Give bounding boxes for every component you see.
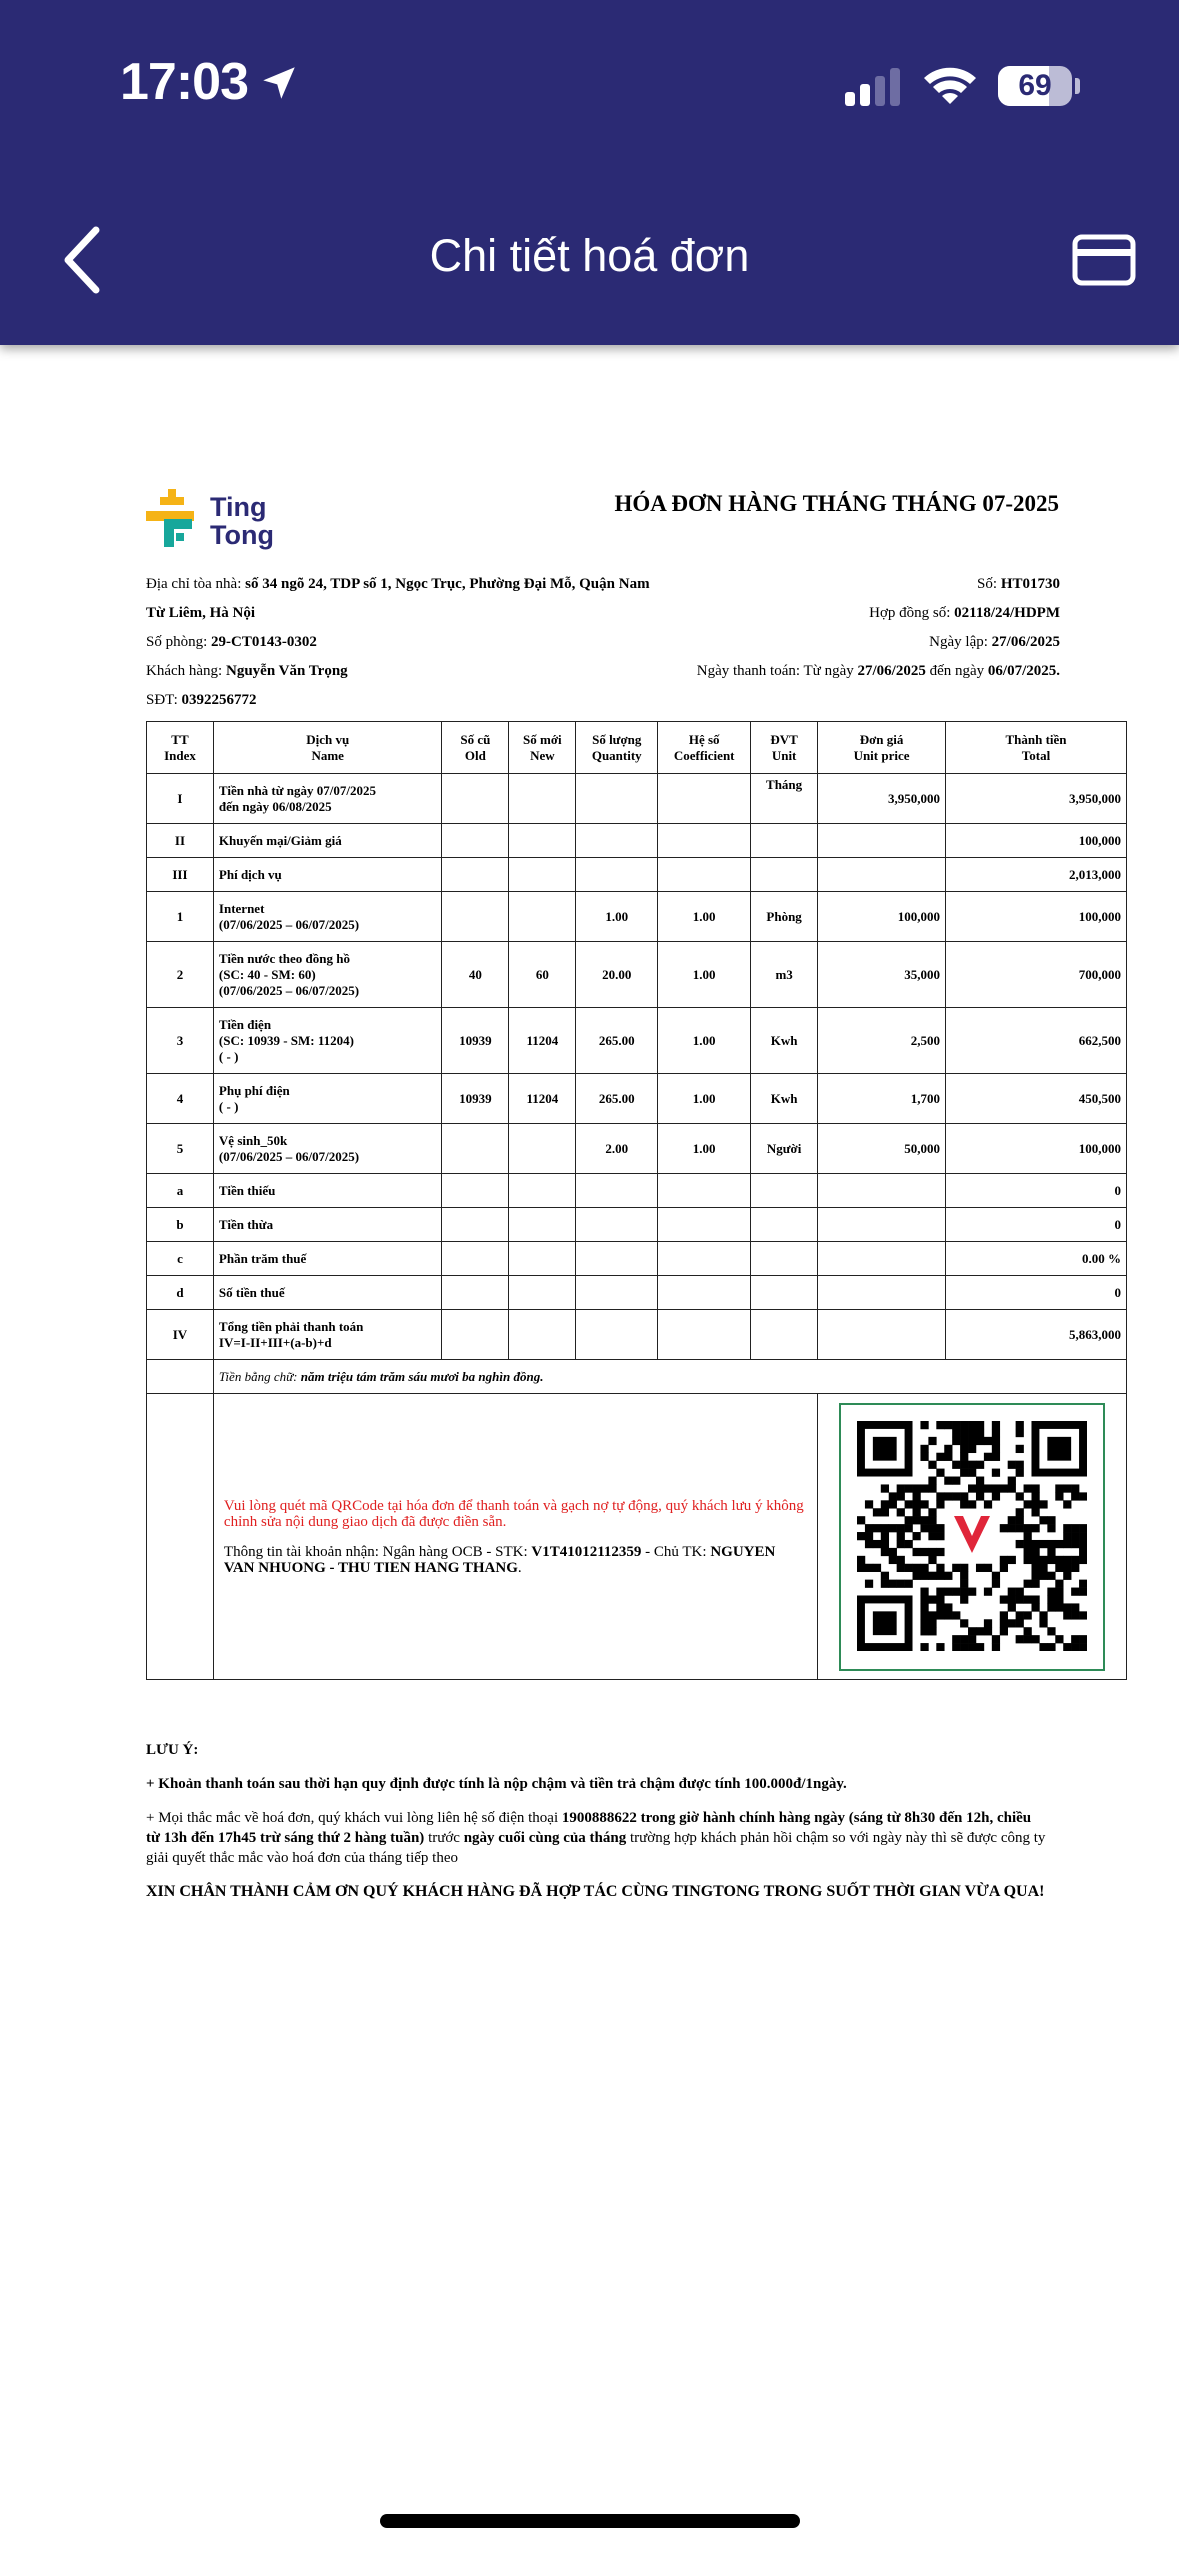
cell-new xyxy=(509,858,576,892)
qr-instruction: Vui lòng quét mã QRCode tại hóa đơn để thanh toán và gạch nợ tự động, quý khách lưu ý không chỉnh sửa nội dung giao dịch đã được điền sẵn. xyxy=(223,1497,804,1530)
service-name-line: Khuyến mại/Giảm giá xyxy=(218,832,342,848)
account-number: V1T41012112359 xyxy=(531,1543,642,1560)
cell-index: 5 xyxy=(147,1124,214,1174)
bank-account-info: Thông tin tài khoản nhận: Ngân hàng OCB - STK: V1T41012112359 - Chủ TK: NGUYEN VAN NHUONG - THU TIEN HANG THANG. xyxy=(223,1543,776,1576)
cell-old xyxy=(442,1310,509,1360)
column-header-line: Name xyxy=(311,747,344,763)
table-row xyxy=(147,1124,1127,1174)
thanks-note: XIN CHÂN THÀNH CẢM ƠN QUÝ KHÁCH HÀNG ĐÃ HỢP TÁC CÙNG TINGTONG TRONG SUỐT THỜI GIAN VỪA QUA! xyxy=(146,1883,1045,1900)
cell-unit xyxy=(751,1174,818,1208)
cell-unit: Phòng xyxy=(751,892,818,942)
cell-price: 2,500 xyxy=(818,1008,946,1074)
invoice-title: HÓA ĐƠN HÀNG THÁNG THÁNG 07-2025 xyxy=(614,491,1059,516)
cell-name xyxy=(213,1074,442,1124)
home-indicator[interactable] xyxy=(380,2514,800,2528)
cell-qty xyxy=(576,774,658,824)
status-time: 17:03 xyxy=(120,53,248,111)
column-header xyxy=(658,722,751,774)
payment-instructions xyxy=(213,1394,817,1680)
cell-index: c xyxy=(147,1242,214,1276)
service-name-line: Phí dịch vụ xyxy=(218,866,282,882)
amount-in-words-row xyxy=(147,1360,1127,1394)
cell-name xyxy=(213,1276,442,1310)
column-header-line: Coefficient xyxy=(673,747,735,763)
late-fee-note: + Khoản thanh toán sau thời hạn quy định được tính là nộp chậm và tiền trả chậm được tính 100.000đ/1ngày. xyxy=(146,1776,847,1792)
column-header-line: Old xyxy=(464,747,486,763)
battery-percent: 69 xyxy=(1018,69,1052,102)
cell-price xyxy=(818,1242,946,1276)
cell-coef xyxy=(658,1310,751,1360)
contact-deadline: ngày cuối cùng của tháng xyxy=(463,1830,627,1846)
cell-new xyxy=(509,1276,576,1310)
table-row xyxy=(147,1208,1127,1242)
service-name-line: ( - ) xyxy=(218,1048,239,1064)
cell-index: IV xyxy=(147,1310,214,1360)
table-row xyxy=(147,824,1127,858)
column-header-line: Dịch vụ xyxy=(306,731,350,747)
cell-price xyxy=(818,858,946,892)
cell-price xyxy=(818,1276,946,1310)
service-name-line: Tổng tiền phải thanh toán xyxy=(218,1318,364,1334)
cell-name xyxy=(213,824,442,858)
invoice-notes xyxy=(146,1740,1046,1916)
cell-unit: Người xyxy=(751,1124,818,1174)
cell-name xyxy=(213,1008,442,1074)
column-header-line: New xyxy=(530,747,555,763)
service-name-line: Tiền nước theo đồng hồ xyxy=(218,950,350,966)
table-row xyxy=(147,858,1127,892)
column-header-line: Unit xyxy=(771,747,797,763)
customer-label: Khách hàng: xyxy=(146,663,226,679)
cell-total: 450,500 xyxy=(946,1074,1127,1124)
service-name-line: (SC: 40 - SM: 60) xyxy=(218,966,316,982)
service-name-line: Internet xyxy=(218,900,265,916)
date-label: Ngày lập: xyxy=(929,634,992,650)
notes-heading: LƯU Ý: xyxy=(146,1742,199,1758)
cell-total: 0 xyxy=(946,1174,1127,1208)
cell-qty xyxy=(576,1276,658,1310)
cell-old xyxy=(442,824,509,858)
qr-cell xyxy=(818,1394,1127,1680)
cell-old: 10939 xyxy=(442,1008,509,1074)
column-header-line: Index xyxy=(164,747,196,763)
battery-indicator xyxy=(998,66,1072,106)
paydate-mid: đến ngày xyxy=(925,663,988,679)
column-header-line: Hệ số xyxy=(688,731,720,747)
cell-total: 100,000 xyxy=(946,1124,1127,1174)
table-row xyxy=(147,1074,1127,1124)
app-header xyxy=(0,0,1179,345)
cell-new: 60 xyxy=(509,942,576,1008)
payment-row xyxy=(147,1394,1127,1680)
cell-qty xyxy=(576,824,658,858)
service-name-line: IV=I-II+III+(a-b)+d xyxy=(218,1334,332,1350)
cell-total: 2,013,000 xyxy=(946,858,1127,892)
cell-coef: 1.00 xyxy=(658,1124,751,1174)
column-header xyxy=(213,722,442,774)
cell-total: 0.00 % xyxy=(946,1242,1127,1276)
cell-old xyxy=(442,1276,509,1310)
cell-total: 3,950,000 xyxy=(946,774,1127,824)
column-header-line: Total xyxy=(1021,747,1051,763)
page-title: Chi tiết hoá đơn xyxy=(429,230,750,281)
paydate-from: 27/06/2025 xyxy=(857,663,926,679)
cell-price: 50,000 xyxy=(818,1124,946,1174)
cell-name xyxy=(213,1310,442,1360)
column-header xyxy=(442,722,509,774)
contract-value: 02118/24/HDPM xyxy=(954,605,1060,621)
cell-coef: 1.00 xyxy=(658,1008,751,1074)
phone-label: SĐT: xyxy=(146,692,182,708)
cell-new xyxy=(509,824,576,858)
cell-new xyxy=(509,1124,576,1174)
invoice-number xyxy=(500,570,1060,599)
paydate-label: Ngày thanh toán: Từ ngày xyxy=(696,663,858,679)
cell-name xyxy=(213,1174,442,1208)
column-header-line: Số cũ xyxy=(460,731,491,747)
logo-line2: Tong xyxy=(210,520,274,550)
cell-index: d xyxy=(147,1276,214,1310)
payment-period xyxy=(500,657,1060,686)
no-label: Số: xyxy=(977,576,1001,592)
contact-note xyxy=(146,1808,1046,1868)
table-row xyxy=(147,892,1127,942)
cell-qty xyxy=(576,1208,658,1242)
cell-coef xyxy=(658,1242,751,1276)
account-label: Thông tin tài khoản nhận: Ngân hàng OCB - STK: xyxy=(223,1543,532,1560)
cell-name xyxy=(213,774,442,824)
contact-text-2: trước xyxy=(424,1830,464,1846)
cell-price: 3,950,000 xyxy=(818,774,946,824)
cell-qty xyxy=(576,1174,658,1208)
cell-price: 100,000 xyxy=(818,892,946,942)
service-name-line: (SC: 10939 - SM: 11204) xyxy=(218,1032,354,1048)
cell-qty: 2.00 xyxy=(576,1124,658,1174)
cell-old xyxy=(442,1242,509,1276)
cell-new xyxy=(509,1208,576,1242)
contract-number xyxy=(500,599,1060,628)
amount-in-words xyxy=(213,1360,1126,1394)
phone-value: 0392256772 xyxy=(181,692,257,708)
service-name-line: Tiền thiếu xyxy=(218,1182,276,1198)
column-header-line: Thành tiền xyxy=(1005,731,1067,747)
words-label: Tiền bằng chữ: xyxy=(218,1368,301,1384)
cell-coef xyxy=(658,858,751,892)
service-name-line: Tiền nhà từ ngày 07/07/2025 xyxy=(218,782,377,798)
cell-old xyxy=(442,858,509,892)
cell-index: b xyxy=(147,1208,214,1242)
cell-qty xyxy=(576,1242,658,1276)
table-row xyxy=(147,1242,1127,1276)
cell-qty: 265.00 xyxy=(576,1074,658,1124)
cell-total: 700,000 xyxy=(946,942,1127,1008)
no-value: HT01730 xyxy=(1000,576,1060,592)
cell-qty: 20.00 xyxy=(576,942,658,1008)
cell-unit: Kwh xyxy=(751,1008,818,1074)
cell-new xyxy=(509,774,576,824)
cell-new xyxy=(509,1310,576,1360)
cell-old xyxy=(442,1174,509,1208)
invoice-info-right xyxy=(500,570,1060,686)
logo-wordmark xyxy=(210,493,274,549)
table-row xyxy=(147,1174,1127,1208)
cell-index: 3 xyxy=(147,1008,214,1074)
contact-text-1: + Mọi thắc mắc về hoá đơn, quý khách vui lòng liên hệ số điện thoại xyxy=(146,1810,562,1826)
cell-unit xyxy=(751,1310,818,1360)
column-header xyxy=(147,722,214,774)
cell-new: 11204 xyxy=(509,1074,576,1124)
cell-coef xyxy=(658,824,751,858)
cell-price xyxy=(818,1310,946,1360)
table-row xyxy=(147,1276,1127,1310)
cell-qty: 265.00 xyxy=(576,1008,658,1074)
cell-index: 2 xyxy=(147,942,214,1008)
tingtong-logo-icon xyxy=(146,489,206,549)
service-name-line: Tiền thừa xyxy=(218,1216,274,1232)
column-header-line: Số lượng xyxy=(592,731,642,747)
column-header-line: ĐVT xyxy=(770,731,798,747)
column-header xyxy=(509,722,576,774)
cell-coef xyxy=(658,1208,751,1242)
cell-coef xyxy=(658,1276,751,1310)
cell-index: I xyxy=(147,774,214,824)
cell-new xyxy=(509,892,576,942)
qr-code-frame[interactable] xyxy=(839,1403,1105,1671)
table-header-row xyxy=(147,722,1127,774)
cell-new: 11204 xyxy=(509,1008,576,1074)
service-name-line: Phần trăm thuế xyxy=(218,1250,307,1266)
cell-coef: 1.00 xyxy=(658,892,751,942)
logo-line1: Ting xyxy=(210,492,267,522)
table-body xyxy=(147,774,1127,1360)
cell-unit: Kwh xyxy=(751,1074,818,1124)
cell-price xyxy=(818,1174,946,1208)
cell-coef xyxy=(658,774,751,824)
cell-price: 1,700 xyxy=(818,1074,946,1124)
cell-index: III xyxy=(147,858,214,892)
cell-old: 40 xyxy=(442,942,509,1008)
cell-price: 35,000 xyxy=(818,942,946,1008)
cell-index: 1 xyxy=(147,892,214,942)
service-name-line: ( - ) xyxy=(218,1098,239,1114)
words-value: năm triệu tám trăm sáu mươi ba nghìn đồng. xyxy=(300,1368,544,1384)
cell-old xyxy=(442,892,509,942)
cell-price xyxy=(818,1208,946,1242)
cell-old xyxy=(442,1208,509,1242)
invoice-items-table xyxy=(146,721,1127,1680)
cell-qty: 1.00 xyxy=(576,892,658,942)
cell-total: 662,500 xyxy=(946,1008,1127,1074)
table-row xyxy=(147,1008,1127,1074)
contact-hotline: 1900888622 trong giờ hành chính hàng ngày (sáng từ 8h30 đến 12h, chiều từ 13h đến 17h45 trừ sáng thứ 2 hàng tuần) xyxy=(146,1810,1032,1846)
column-header xyxy=(751,722,818,774)
service-name-line: Phụ phí điện xyxy=(218,1082,290,1098)
service-name-line: (07/06/2025 – 06/07/2025) xyxy=(218,916,360,932)
cell-new xyxy=(509,1174,576,1208)
cell-unit xyxy=(751,824,818,858)
column-header-line: Đơn giá xyxy=(859,731,904,747)
cell-unit xyxy=(751,1276,818,1310)
payment-card-icon[interactable] xyxy=(1072,234,1136,286)
table-row xyxy=(147,774,1127,824)
owner-label: - Chủ TK: xyxy=(641,1543,711,1560)
cell-old xyxy=(442,774,509,824)
cell-name xyxy=(213,1242,442,1276)
location-arrow-icon xyxy=(258,62,300,104)
payment-empty-cell xyxy=(147,1394,214,1680)
column-header-line: TT xyxy=(171,731,189,747)
cell-index: 4 xyxy=(147,1074,214,1124)
table-row xyxy=(147,1310,1127,1360)
cell-price xyxy=(818,824,946,858)
cell-name xyxy=(213,1208,442,1242)
column-header xyxy=(818,722,946,774)
phone-number xyxy=(146,686,666,715)
cell-coef: 1.00 xyxy=(658,942,751,1008)
cell-total: 100,000 xyxy=(946,824,1127,858)
cell-old: 10939 xyxy=(442,1074,509,1124)
column-header-line: Unit price xyxy=(853,747,910,763)
battery-tip xyxy=(1075,78,1080,94)
cell-total: 100,000 xyxy=(946,892,1127,942)
cell-unit: Tháng xyxy=(751,774,818,824)
cell-total: 0 xyxy=(946,1276,1127,1310)
cell-name xyxy=(213,942,442,1008)
column-header-line: Quantity xyxy=(591,747,642,763)
address-label: Địa chỉ tòa nhà: xyxy=(146,576,246,592)
cell-name xyxy=(213,858,442,892)
cell-unit xyxy=(751,1208,818,1242)
customer-value: Nguyễn Văn Trọng xyxy=(225,663,348,679)
address-value: số 34 ngõ 24, TDP số 1, Ngọc Trục, Phường Đại Mỗ, Quận Nam Từ Liêm, Hà Nội xyxy=(146,576,650,621)
service-name-line: (07/06/2025 – 06/07/2025) xyxy=(218,982,360,998)
cell-index: II xyxy=(147,824,214,858)
service-name-line: Số tiền thuế xyxy=(218,1284,285,1300)
payment-qr-code-icon[interactable] xyxy=(857,1421,1087,1651)
cellular-signal-icon xyxy=(845,68,905,108)
cell-index: a xyxy=(147,1174,214,1208)
cell-qty xyxy=(576,1310,658,1360)
issue-date xyxy=(500,628,1060,657)
wifi-icon xyxy=(922,64,978,106)
table-row xyxy=(147,942,1127,1008)
service-name-line: (07/06/2025 – 06/07/2025) xyxy=(218,1148,360,1164)
cell-new xyxy=(509,1242,576,1276)
paydate-to: 06/07/2025. xyxy=(987,663,1060,679)
service-name-line: Tiền điện xyxy=(218,1016,272,1032)
column-header-line: Số mới xyxy=(523,731,562,747)
cell-qty xyxy=(576,858,658,892)
cell-unit xyxy=(751,858,818,892)
cell-total: 5,863,000 xyxy=(946,1310,1127,1360)
cell-name xyxy=(213,892,442,942)
date-value: 27/06/2025 xyxy=(991,634,1060,650)
cell-name xyxy=(213,1124,442,1174)
account-owner: NGUYEN VAN NHUONG - THU TIEN HANG THANG xyxy=(223,1543,776,1576)
cell-coef: 1.00 xyxy=(658,1074,751,1124)
contract-label: Hợp đồng số: xyxy=(869,605,955,621)
contact-text-3: trường hợp khách phản hồi chậm so với ngày này thì sẽ được công ty giải quyết thắc mắc vào hoá đơn của tháng tiếp theo xyxy=(146,1830,1046,1866)
cell-unit xyxy=(751,1242,818,1276)
cell-old xyxy=(442,1124,509,1174)
words-empty-cell xyxy=(147,1360,214,1394)
cell-unit: m3 xyxy=(751,942,818,1008)
column-header xyxy=(946,722,1127,774)
room-value: 29-CT0143-0302 xyxy=(211,634,317,650)
cell-coef xyxy=(658,1174,751,1208)
service-name-line: đến ngày 06/08/2025 xyxy=(218,798,332,814)
cell-total: 0 xyxy=(946,1208,1127,1242)
room-label: Số phòng: xyxy=(146,634,212,650)
service-name-line: Vệ sinh_50k xyxy=(218,1132,288,1148)
column-header xyxy=(576,722,658,774)
